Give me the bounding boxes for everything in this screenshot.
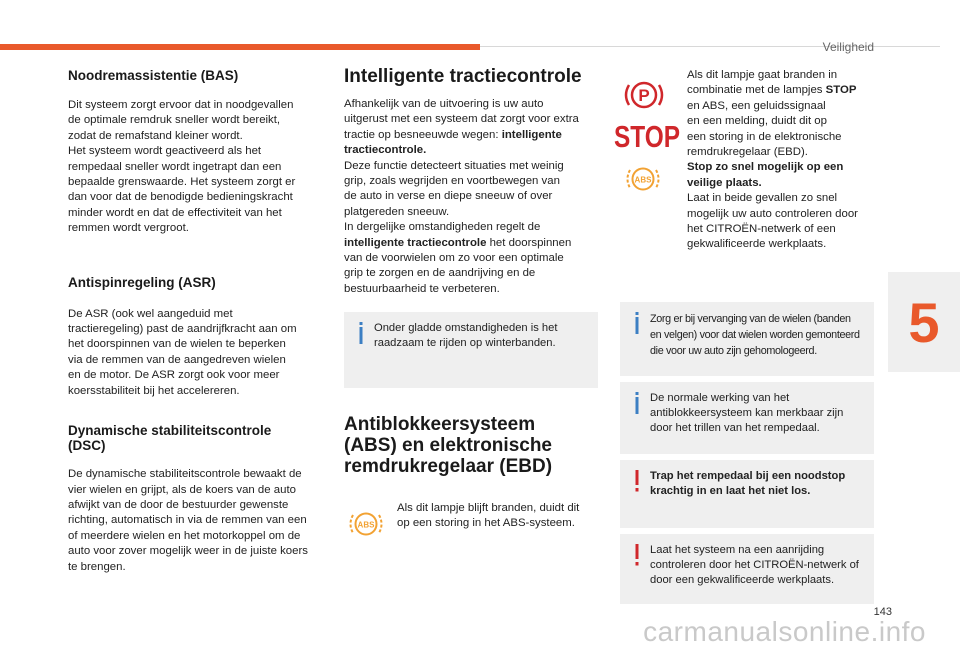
asr-heading: Antispinregeling (ASR) xyxy=(68,274,216,290)
traction-line: In dergelijke omstandigheden regelt de xyxy=(344,221,541,234)
traction-line: uitgerust met een systeem dat zorgt voor extra xyxy=(344,113,579,126)
abs-line: op een storing in het ABS-systeem. xyxy=(397,517,575,530)
warning-line: een storing in de elektronische xyxy=(687,130,842,143)
asr-line: en de motor. De ASR zorgt ook voor meer xyxy=(68,369,280,382)
traction-line: Deze functie detecteert situaties met weinig xyxy=(344,159,564,172)
dsc-heading xyxy=(68,423,326,453)
chapter-number: 5 xyxy=(908,290,940,354)
bas-line: Het systeem wordt geactiveerd als het xyxy=(68,145,262,158)
abs-heading-line: Antiblokkeersysteem xyxy=(344,414,536,435)
warning-exclamation-icon xyxy=(628,469,646,520)
bas-heading: Noodremassistentie (BAS) xyxy=(68,68,239,83)
traction-line: grip te zorgen en de aandrijving en de xyxy=(344,267,536,280)
warning-line xyxy=(687,83,877,98)
traction-info-line: raadzaam te rijden op winterbanden. xyxy=(374,337,556,349)
traction-line: grip, zoals wegrijden en voortbewegen van xyxy=(344,175,560,188)
header-accent-bar xyxy=(0,44,480,50)
column-middle xyxy=(344,64,598,297)
info-icon xyxy=(628,391,646,446)
traction-line: bestuurbaarheid te verbeteren. xyxy=(344,282,500,295)
info-icon xyxy=(352,321,370,380)
warning-line: en een melding, duidt dit op xyxy=(687,115,827,128)
wheels-info-line: Zorg er bij vervanging van de wielen (banden xyxy=(650,313,851,325)
warning-bold-term: Stop zo snel mogelijk op een xyxy=(687,161,844,174)
abs-lamp-icon xyxy=(624,164,662,199)
warning-bold-term: veilige plaats. xyxy=(687,176,762,189)
chapter-tab xyxy=(888,272,960,372)
abs-line: Als dit lampje blijft branden, duidt dit xyxy=(397,502,580,514)
traction-line xyxy=(344,128,598,143)
warning-line: Laat in beide gevallen zo snel xyxy=(687,192,838,205)
traction-bold-term: intelligente xyxy=(501,128,562,141)
bas-line: dan voor dat de benodigde bedieningskracht xyxy=(68,191,293,204)
asr-line: tractieregeling) past de aandrijfkracht aan om xyxy=(68,323,297,336)
dsc-text xyxy=(68,467,326,575)
watermark: carmanualsonline.info xyxy=(643,616,926,647)
traction-text xyxy=(344,97,598,297)
dsc-line: auto voor zover mogelijk weer in de juiste koers xyxy=(68,545,308,558)
abs-icon-label: ABS xyxy=(357,520,375,530)
abs-heading-line: remdrukregelaar (EBD) xyxy=(344,456,553,477)
traction-info-box xyxy=(344,312,598,388)
section-label: Veiligheid xyxy=(822,40,874,54)
abs-lamp-icon-label: ABS xyxy=(634,175,652,185)
bas-line: rempedaal sneller wordt ingetrapt dan een xyxy=(68,160,282,173)
warning-line: Als dit lampje gaat branden in xyxy=(687,69,838,81)
warning-bold-term: STOP xyxy=(825,84,857,97)
warning-lamps-text xyxy=(687,68,877,253)
pedal-info-line: door het trillen van het rempedaal. xyxy=(650,422,820,434)
collision-warning-line: door een gekwalificeerde werkplaats. xyxy=(650,574,835,586)
warning-text-fragment: combinatie met de lampjes xyxy=(687,84,826,97)
traction-bold-term: intelligente tractiecontrole xyxy=(344,236,487,249)
warning-line xyxy=(687,176,877,191)
abs-lamp-text xyxy=(397,501,602,532)
traction-line xyxy=(344,143,598,158)
dsc-line: of meerdere wielen en het motorkoppel om de xyxy=(68,529,301,542)
asr-line: koersstabiliteit bij het accelereren. xyxy=(68,384,240,397)
wheels-info-line: en velgen) voor dat wielen worden gemonteerd xyxy=(650,329,860,341)
collision-warning-line: Laat het systeem na een aanrijding xyxy=(650,544,825,556)
asr-text xyxy=(68,307,326,399)
warning-line: remdrukregelaar (EBD). xyxy=(687,146,808,159)
stop-icon-label: STOP xyxy=(614,119,680,154)
wheels-info-box xyxy=(620,302,874,376)
stop-warning-icon xyxy=(612,118,682,157)
asr-line: het doorspinnen van de wielen te beperken xyxy=(68,338,286,351)
page-number: 143 xyxy=(873,606,892,618)
bas-line: bepaalde grenswaarde. Het systeem zorgt er xyxy=(68,176,296,189)
traction-line: de auto in verse en diepe sneeuw of over xyxy=(344,190,553,203)
dsc-heading-line: Dynamische stabiliteitscontrole xyxy=(68,423,272,439)
bas-line: Dit systeem zorgt ervoor dat in noodgevallen xyxy=(68,99,294,111)
warning-line xyxy=(687,160,877,175)
parking-brake-warning-icon xyxy=(622,78,666,117)
pedal-info-box xyxy=(620,382,874,454)
pedal-info-line: De normale werking van het xyxy=(650,392,790,404)
parking-icon-letter: P xyxy=(638,86,650,105)
abs-heading xyxy=(344,414,598,477)
dsc-line: De dynamische stabiliteitscontrole bewaakt de xyxy=(68,468,302,481)
info-icon xyxy=(628,311,646,368)
column-left xyxy=(68,64,326,575)
brake-warning-line: Trap het rempedaal bij een noodstop xyxy=(650,470,846,482)
traction-text-fragment: het doorspinnen xyxy=(486,236,572,249)
traction-text-fragment: tractie op besneeuwde wegen: xyxy=(344,128,502,141)
bas-line: zodat de remafstand kleiner wordt. xyxy=(68,129,243,142)
dsc-line: te brengen. xyxy=(68,560,126,573)
traction-heading: Intelligente tractiecontrole xyxy=(344,66,582,87)
warning-exclamation-icon xyxy=(628,543,646,596)
brake-warning-line: krachtig in en laat het niet los. xyxy=(650,485,811,497)
dsc-line: afwijkt van de door de bestuurder gewenste xyxy=(68,498,289,511)
abs-heading-line: (ABS) en elektronische xyxy=(344,435,552,456)
collision-warning-box xyxy=(620,534,874,604)
collision-warning-line: controleren door het CITROËN-netwerk of xyxy=(650,559,859,571)
abs-warning-lamp-icon xyxy=(347,509,385,544)
dsc-line: vier wielen en grijpt, als de koers van de auto xyxy=(68,483,296,496)
warning-line: mogelijk uw auto controleren door xyxy=(687,207,858,220)
traction-info-line: Onder gladde omstandigheden is het xyxy=(374,322,558,334)
asr-line: via de remmen van de aangedreven wielen xyxy=(68,353,286,366)
warning-line: en ABS, een geluidssignaal xyxy=(687,99,826,112)
asr-line: De ASR (ook wel aangeduid met xyxy=(68,307,233,320)
traction-line xyxy=(344,236,598,251)
pedal-info-line: antiblokkeersysteem kan merkbaar zijn xyxy=(650,407,844,419)
traction-line: platgereden sneeuw. xyxy=(344,205,450,218)
bas-line: remmen wordt vergroot. xyxy=(68,222,189,235)
brake-warning-box xyxy=(620,460,874,528)
wheels-info-line: die voor uw auto zijn gehomologeerd. xyxy=(650,345,817,357)
dsc-line: richting, automatisch in via de remmen van een xyxy=(68,514,307,527)
traction-line: Afhankelijk van de uitvoering is uw auto xyxy=(344,98,544,110)
warning-line: gekwalificeerde werkplaats. xyxy=(687,238,827,251)
dsc-heading-line: (DSC) xyxy=(68,438,106,454)
bas-line: minder wordt en dat de effectiviteit van het xyxy=(68,206,282,219)
traction-line: van de voorwielen om zo voor een optimale xyxy=(344,252,564,265)
bas-line: de optimale remdruk sneller wordt bereikt, xyxy=(68,114,281,127)
traction-bold-term: tractiecontrole. xyxy=(344,144,427,157)
warning-line: het CITROËN-netwerk of een xyxy=(687,223,836,236)
bas-text xyxy=(68,98,326,237)
